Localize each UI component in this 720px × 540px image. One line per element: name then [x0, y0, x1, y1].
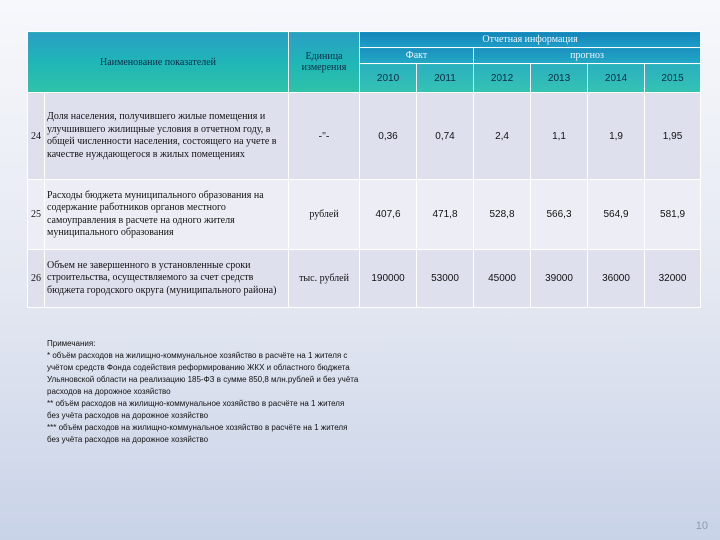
page-number: 10 — [695, 520, 708, 532]
value-cell: 528,8 — [474, 180, 531, 250]
footnote-line: расходов на дорожное хозяйство — [47, 387, 171, 396]
indicator-unit: -"- — [289, 93, 360, 180]
header-unit-column: Единица измерения — [289, 32, 360, 93]
value-cell: 32000 — [645, 250, 701, 308]
header-name-column: Наименование показателей — [28, 32, 289, 93]
table-row — [28, 250, 701, 308]
indicator-unit: рублей — [289, 180, 360, 250]
header-reporting: Отчетная информация — [360, 32, 701, 48]
value-cell: 471,8 — [417, 180, 474, 250]
value-cell: 566,3 — [531, 180, 588, 250]
header-year: 2013 — [531, 64, 588, 93]
header-year: 2010 — [360, 64, 417, 93]
header-year: 2012 — [474, 64, 531, 93]
indicator-name: Объем не завершенного в установленные сроки строительства, осуществляемого за счет средств бюджета городского округа (муниципального района) — [45, 250, 289, 308]
footnote-line: Ульяновской области на реализацию 185-ФЗ в сумме 850,8 млн.рублей и без учёта — [47, 375, 359, 384]
value-cell: 1,95 — [645, 93, 701, 180]
value-cell: 0,74 — [417, 93, 474, 180]
header-year: 2015 — [645, 64, 701, 93]
row-index: 25 — [28, 180, 45, 250]
footnote-line: без учёта расходов на дорожное хозяйство — [47, 411, 209, 420]
value-cell: 1,9 — [588, 93, 645, 180]
header-year: 2011 — [417, 64, 474, 93]
table-row — [28, 93, 701, 180]
table-row — [28, 180, 701, 250]
value-cell: 407,6 — [360, 180, 417, 250]
indicator-name: Доля населения, получившего жилые помещения и улучшившего жилищные условия в отчетном году, в общей численности населения, состоящего на учете в качестве нуждающегося в жилых помещениях — [45, 93, 289, 180]
header-forecast: прогноз — [474, 48, 701, 64]
footnotes — [47, 338, 467, 446]
footnote-line: *** объём расходов на жилищно-коммунальное хозяйство в расчёте на 1 жителя — [47, 423, 348, 432]
value-cell: 564,9 — [588, 180, 645, 250]
header-year: 2014 — [588, 64, 645, 93]
row-index: 24 — [28, 93, 45, 180]
value-cell: 581,9 — [645, 180, 701, 250]
row-index: 26 — [28, 250, 45, 308]
footnote-line: Примечания: — [47, 339, 96, 348]
indicator-unit: тыс. рублей — [289, 250, 360, 308]
value-cell: 190000 — [360, 250, 417, 308]
indicator-name: Расходы бюджета муниципального образования на содержание работников органов местного самоуправления в расчете на одного жителя муниципального образования — [45, 180, 289, 250]
value-cell: 39000 — [531, 250, 588, 308]
value-cell: 2,4 — [474, 93, 531, 180]
footnote-line: без учёта расходов на дорожное хозяйство — [47, 435, 209, 444]
footnote-line: учётом средств Фонда содействия реформированию ЖКХ и областного бюджета — [47, 363, 350, 372]
value-cell: 1,1 — [531, 93, 588, 180]
value-cell: 53000 — [417, 250, 474, 308]
header-fact: Факт — [360, 48, 474, 64]
value-cell: 45000 — [474, 250, 531, 308]
value-cell: 0,36 — [360, 93, 417, 180]
footnote-line: * объём расходов на жилищно-коммунальное хозяйство в расчёте на 1 жителя с — [47, 351, 348, 360]
footnote-line: ** объём расходов на жилищно-коммунальное хозяйство в расчёте на 1 жителя — [47, 399, 345, 408]
indicators-table — [27, 31, 701, 308]
value-cell: 36000 — [588, 250, 645, 308]
